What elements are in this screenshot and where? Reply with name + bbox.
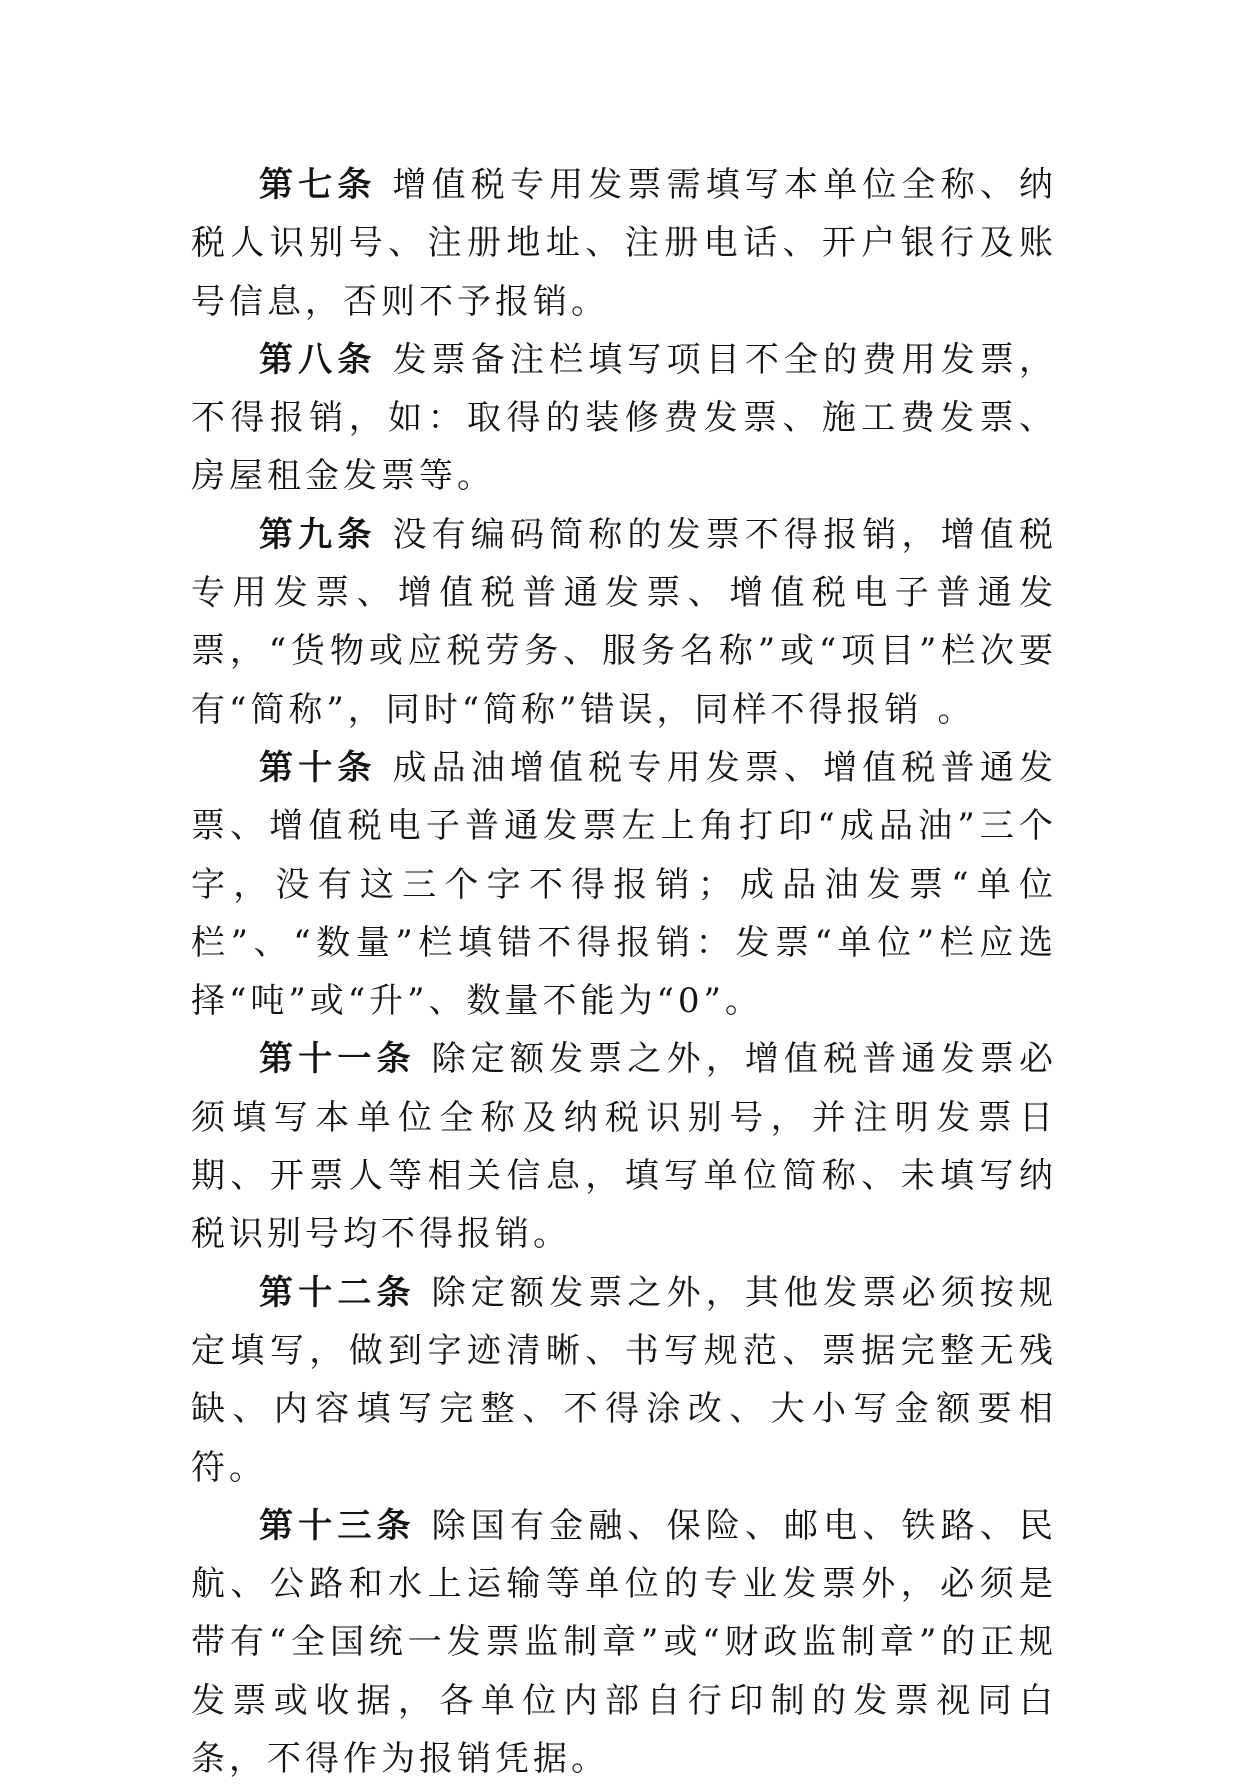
article-10 bbox=[191, 739, 1057, 1030]
article-text: 除定额发票之外，增值税普通发票必须填写本单位全称及纳税识别号，并注明发票日期、开票人等相关信息，填写单位简称、未填写纳税识别号均不得报销。 bbox=[191, 1039, 1058, 1255]
article-11 bbox=[191, 1030, 1057, 1263]
article-title: 第十条 bbox=[259, 747, 377, 788]
article-text: 没有编码简称的发票不得报销，增值税专用发票、增值税普通发票、增值税电子普通发票，“货物或应税劳务、服务名称”或“项目”栏次要有“简称”，同时“简称”错误，同样不得报销 。 bbox=[191, 514, 1058, 730]
article-title: 第十三条 bbox=[259, 1505, 416, 1546]
article-text: 发票备注栏填写项目不全的费用发票，不得报销，如：取得的装修费发票、施工费发票、房屋租金发票等。 bbox=[191, 339, 1058, 497]
article-9 bbox=[191, 506, 1057, 739]
article-title: 第八条 bbox=[259, 339, 377, 380]
article-title: 第九条 bbox=[259, 514, 377, 555]
document-body bbox=[191, 156, 1057, 1788]
article-12 bbox=[191, 1264, 1057, 1497]
article-text: 增值税专用发票需填写本单位全称、纳税人识别号、注册地址、注册电话、开户银行及账号信息，否则不予报销。 bbox=[191, 165, 1058, 322]
article-13 bbox=[191, 1497, 1057, 1788]
article-title: 第十一条 bbox=[259, 1039, 416, 1080]
article-text: 除国有金融、保险、邮电、铁路、民航、公路和水上运输等单位的专业发票外，必须是带有“全国统一发票监制章”或“财政监制章”的正规发票或收据，各单位内部自行印制的发票视同白条，不得作为报销凭据。 bbox=[191, 1505, 1058, 1780]
article-text: 除定额发票之外，其他发票必须按规定填写，做到字迹清晰、书写规范、票据完整无残缺、内容填写完整、不得涂改、大小写金额要相符。 bbox=[191, 1272, 1058, 1488]
article-7 bbox=[191, 156, 1057, 331]
article-8 bbox=[191, 331, 1057, 506]
article-text: 成品油增值税专用发票、增值税普通发票、增值税电子普通发票左上角打印“成品油”三个字，没有这三个字不得报销；成品油发票“单位栏”、“数量”栏填错不得报销：发票“单位”栏应选择“吨”或“升”、数量不能为“0”。 bbox=[191, 747, 1058, 1022]
article-title: 第七条 bbox=[259, 165, 377, 205]
article-title: 第十二条 bbox=[259, 1272, 416, 1313]
